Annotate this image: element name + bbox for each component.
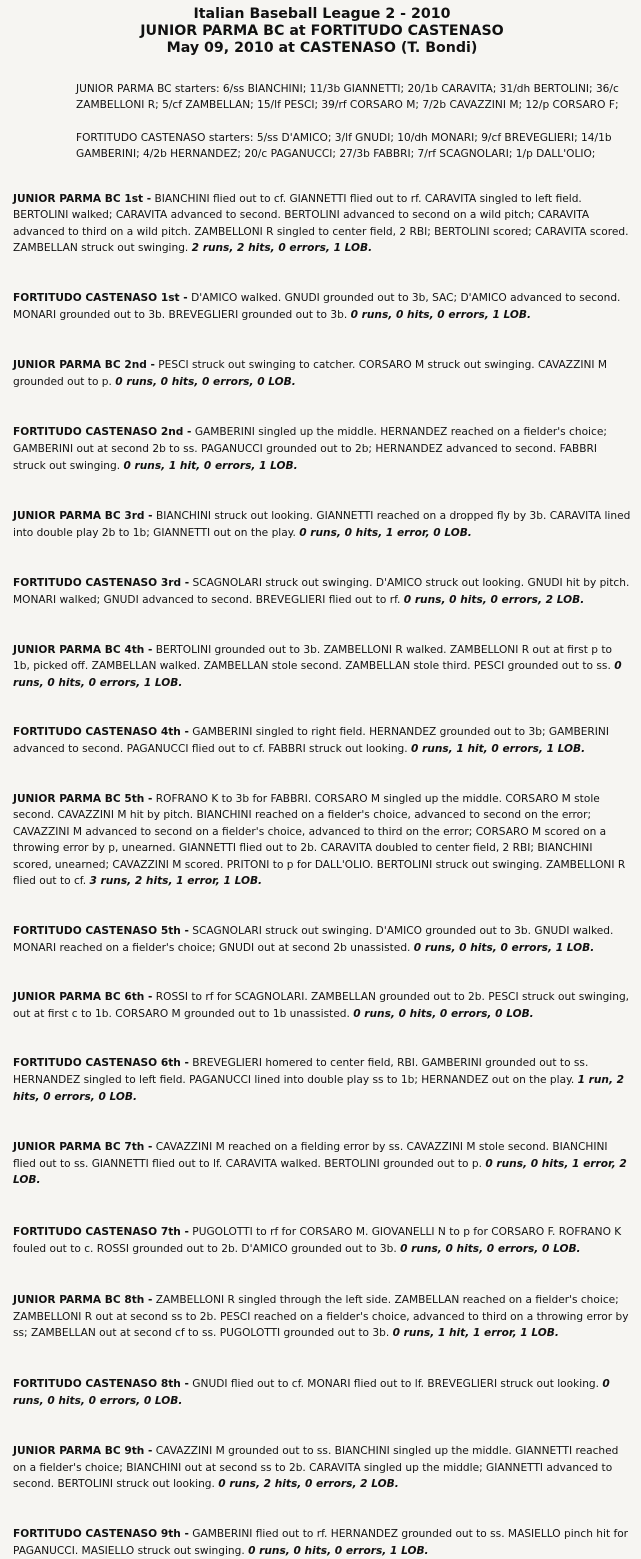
inning-summary: 0 runs, 1 hit, 0 errors, 1 LOB.: [123, 459, 298, 472]
inning-plays: CAVAZZINI M reached on a fielding error by ss. CAVAZZINI M stole second. BIANCHINI flied out to ss. GIANNETTI flied out to lf. CARAVITA walked. BERTOLINI grounded out to p.: [13, 1141, 608, 1170]
inning-plays: ZAMBELLONI R singled through the left side. ZAMBELLAN reached on a fielder's choice; ZAMBELLONI R out at second ss to 2b. PESCI reached on a fielder's choice, advanced to third on a throwing error by ss; ZAMBELLAN out at second cf to ss. PUGOLOTTI grounded out to 3b.: [13, 1294, 629, 1340]
inning-entry: [13, 508, 631, 541]
inning-summary: 1 run, 2 hits, 0 errors, 0 LOB.: [13, 1074, 625, 1103]
inning-label: FORTITUDO CASTENASO 7th -: [13, 1226, 189, 1238]
inning-summary: 0 runs, 0 hits, 0 errors, 1 LOB.: [248, 1544, 429, 1557]
inning-plays: BIANCHINI flied out to cf. GIANNETTI flied out to rf. CARAVITA singled to left field. BERTOLINI walked; CARAVITA advanced to second. BERTOLINI advanced to second on a wild pitch; CARAVITA advanced to third on a wild pitch. ZAMBELLONI R singled to center field, 2 RBI; BERTOLINI scored; CARAVITA scored. ZAMBELLAN struck out swinging.: [13, 192, 629, 255]
inning-entry: [13, 1224, 631, 1257]
league-title: Italian Baseball League 2 - 2010: [193, 6, 451, 22]
inning-entry: [13, 1139, 631, 1189]
inning-entry: [13, 1376, 631, 1409]
inning-plays: GAMBERINI flied out to rf. HERNANDEZ grounded out to ss. MASIELLO pinch hit for PAGANUCCI. MASIELLO struck out swinging.: [13, 1527, 629, 1557]
inning-entry: [13, 290, 631, 323]
inning-entry: [13, 923, 631, 956]
inning-summary: 0 runs, 1 hit, 0 errors, 1 LOB.: [411, 742, 586, 755]
date-location: May 09, 2010 at CASTENASO (T. Bondi): [166, 40, 478, 56]
inning-entry: [13, 424, 631, 474]
inning-entry: [13, 357, 631, 390]
inning-label: JUNIOR PARMA BC 2nd -: [13, 359, 155, 372]
starters-section: [76, 81, 625, 163]
inning-plays: PESCI struck out swinging to catcher. CORSARO M struck out swinging. CAVAZZINI M grounded out to p.: [13, 359, 608, 388]
inning-plays: SCAGNOLARI struck out swinging. D'AMICO grounded out to 3b. GNUDI walked. MONARI reached on a fielder's choice; GNUDI out at second 2b unassisted.: [13, 925, 614, 954]
matchup-title: JUNIOR PARMA BC at FORTITUDO CASTENASO: [140, 23, 504, 39]
inning-summary: 0 runs, 0 hits, 0 errors, 1 LOB.: [413, 941, 595, 954]
inning-plays: BERTOLINI grounded out to 3b. ZAMBELLONI R walked. ZAMBELLONI R out at first p to 1b, picked off. ZAMBELLAN walked. ZAMBELLAN stole second. ZAMBELLAN stole third. PESCI grounded out to ss.: [13, 643, 615, 673]
inning-label: JUNIOR PARMA BC 7th -: [13, 1141, 153, 1154]
inning-plays: SCAGNOLARI struck out swinging. D'AMICO struck out looking. GNUDI hit by pitch. MONARI walked; GNUDI advanced to second. BREVEGLIERI flied out to rf.: [13, 577, 630, 606]
inning-label: FORTITUDO CASTENASO 8th -: [13, 1377, 189, 1390]
inning-label: JUNIOR PARMA BC 9th -: [13, 1445, 153, 1458]
document-header: [13, 6, 631, 57]
inning-summary: 0 runs, 0 hits, 0 errors, 2 LOB.: [403, 593, 585, 606]
inning-label: JUNIOR PARMA BC 1st -: [13, 192, 152, 205]
inning-label: FORTITUDO CASTENASO 1st -: [13, 292, 188, 304]
play-by-play: [13, 191, 631, 1559]
inning-summary: 0 runs, 0 hits, 0 errors, 0 LOB.: [115, 375, 296, 388]
inning-summary: 0 runs, 0 hits, 0 errors, 0 LOB.: [400, 1242, 581, 1255]
inning-plays: D'AMICO walked. GNUDI grounded out to 3b, SAC; D'AMICO advanced to second. MONARI grounded out to 3b. BREVEGLIERI grounded out to 3b.: [13, 292, 621, 321]
inning-entry: [13, 575, 631, 608]
inning-entry: [13, 1055, 631, 1105]
inning-summary: 0 runs, 0 hits, 1 error, 2 LOB.: [13, 1157, 627, 1187]
inning-entry: [13, 642, 631, 692]
inning-plays: ROSSI to rf for SCAGNOLARI. ZAMBELLAN grounded out to 2b. PESCI struck out swinging, out at first c to 1b. CORSARO M grounded out to 1b unassisted.: [13, 991, 630, 1020]
inning-summary: 0 runs, 1 hit, 1 error, 1 LOB.: [392, 1327, 559, 1340]
inning-plays: GAMBERINI singled to right field. HERNANDEZ grounded out to 3b; GAMBERINI advanced to second. PAGANUCCI flied out to cf. FABBRI struck out looking.: [13, 726, 609, 755]
inning-summary: 0 runs, 0 hits, 0 errors, 0 LOB.: [13, 1377, 610, 1407]
inning-entry: [13, 1443, 631, 1493]
inning-summary: 0 runs, 0 hits, 0 errors, 0 LOB.: [353, 1007, 534, 1020]
inning-label: JUNIOR PARMA BC 4th -: [13, 643, 153, 656]
inning-plays: BIANCHINI struck out looking. GIANNETTI reached on a dropped fly by 3b. CARAVITA lined into double play 2b to 1b; GIANNETTI out on the play.: [13, 510, 631, 539]
inning-plays: ROFRANO K to 3b for FABBRI. CORSARO M singled up the middle. CORSARO M stole second. CAVAZZINI M hit by pitch. BIANCHINI reached on a fielder's choice, advanced to second on the error; CAVAZZINI M advanced to second on a fielder's choice, advanced to third on the error; CORSARO M scored on a throwing error by p, unearned. GIANNETTI flied out to 2b. CARAVITA doubled to center field, 2 RBI; BIANCHINI scored, unearned; CAVAZZINI M scored. PRITONI to p for DALL'OLIO. BERTOLINI struck out swinging. ZAMBELLONI R flied out to cf.: [13, 792, 626, 888]
inning-summary: 0 runs, 2 hits, 0 errors, 2 LOB.: [218, 1478, 399, 1491]
inning-label: FORTITUDO CASTENASO 5th -: [13, 925, 189, 938]
inning-plays: GNUDI flied out to cf. MONARI flied out to lf. BREVEGLIERI struck out looking.: [188, 1377, 603, 1390]
inning-plays: BREVEGLIERI homered to center field, RBI. GAMBERINI grounded out to ss. HERNANDEZ singled to left field. PAGANUCCI lined into double play ss to 1b; HERNANDEZ out on the play.: [13, 1057, 589, 1087]
inning-entry: [13, 791, 631, 891]
inning-entry: [13, 724, 631, 757]
inning-summary: 0 runs, 0 hits, 0 errors, 1 LOB.: [350, 308, 532, 321]
inning-summary: 2 runs, 2 hits, 0 errors, 1 LOB.: [191, 242, 373, 255]
home-team-starters: JUNIOR PARMA BC starters: 6/ss BIANCHINI; 11/3b GIANNETTI; 20/1b CARAVITA; 31/dh BERTOLINI; 36/c ZAMBELLONI R; 5/cf ZAMBELLAN; 15/lf PESCI; 39/rf CORSARO M; 7/2b CAVAZZINI M; 12/p CORSARO F;: [76, 83, 619, 112]
inning-label: FORTITUDO CASTENASO 3rd -: [13, 577, 190, 590]
inning-plays: PUGOLOTTI to rf for CORSARO M. GIOVANELLI N to p for CORSARO F. ROFRANO K fouled out to c. ROSSI grounded out to 2b. D'AMICO grounded out to 3b.: [13, 1226, 622, 1255]
inning-entry: [13, 989, 631, 1022]
away-team-starters: FORTITUDO CASTENASO starters: 5/ss D'AMICO; 3/lf GNUDI; 10/dh MONARI; 9/cf BREVEGLIERI; 14/1b GAMBERINI; 4/2b HERNANDEZ; 20/c PAGANUCCI; 27/3b FABBRI; 7/rf SCAGNOLARI; 1/p DALL'OLIO;: [76, 131, 612, 161]
inning-plays: CAVAZZINI M grounded out to ss. BIANCHINI singled up the middle. GIANNETTI reached on a fielder's choice; BIANCHINI out at second ss to 2b. CARAVITA singled up the middle; GIANNETTI advanced to second. BERTOLINI struck out looking.: [13, 1445, 619, 1491]
inning-label: JUNIOR PARMA BC 8th -: [13, 1294, 153, 1307]
inning-plays: GAMBERINI singled up the middle. HERNANDEZ reached on a fielder's choice; GAMBERINI out at second 2b to ss. PAGANUCCI grounded out to 2b; HERNANDEZ advanced to second. FABBRI struck out swinging.: [13, 426, 607, 472]
inning-summary: 3 runs, 2 hits, 1 error, 1 LOB.: [89, 875, 263, 888]
inning-entry: [13, 1292, 631, 1342]
inning-label: FORTITUDO CASTENASO 6th -: [13, 1057, 189, 1070]
inning-label: FORTITUDO CASTENASO 4th -: [13, 726, 189, 739]
inning-summary: 0 runs, 0 hits, 0 errors, 1 LOB.: [13, 660, 622, 689]
inning-label: FORTITUDO CASTENASO 9th -: [13, 1527, 189, 1540]
inning-entry: [13, 191, 631, 257]
inning-entry: [13, 1526, 631, 1559]
inning-label: JUNIOR PARMA BC 5th -: [13, 792, 153, 805]
inning-summary: 0 runs, 0 hits, 1 error, 0 LOB.: [299, 526, 472, 539]
inning-label: JUNIOR PARMA BC 6th -: [13, 991, 153, 1004]
inning-label: FORTITUDO CASTENASO 2nd -: [13, 426, 192, 439]
inning-label: JUNIOR PARMA BC 3rd -: [13, 510, 153, 523]
